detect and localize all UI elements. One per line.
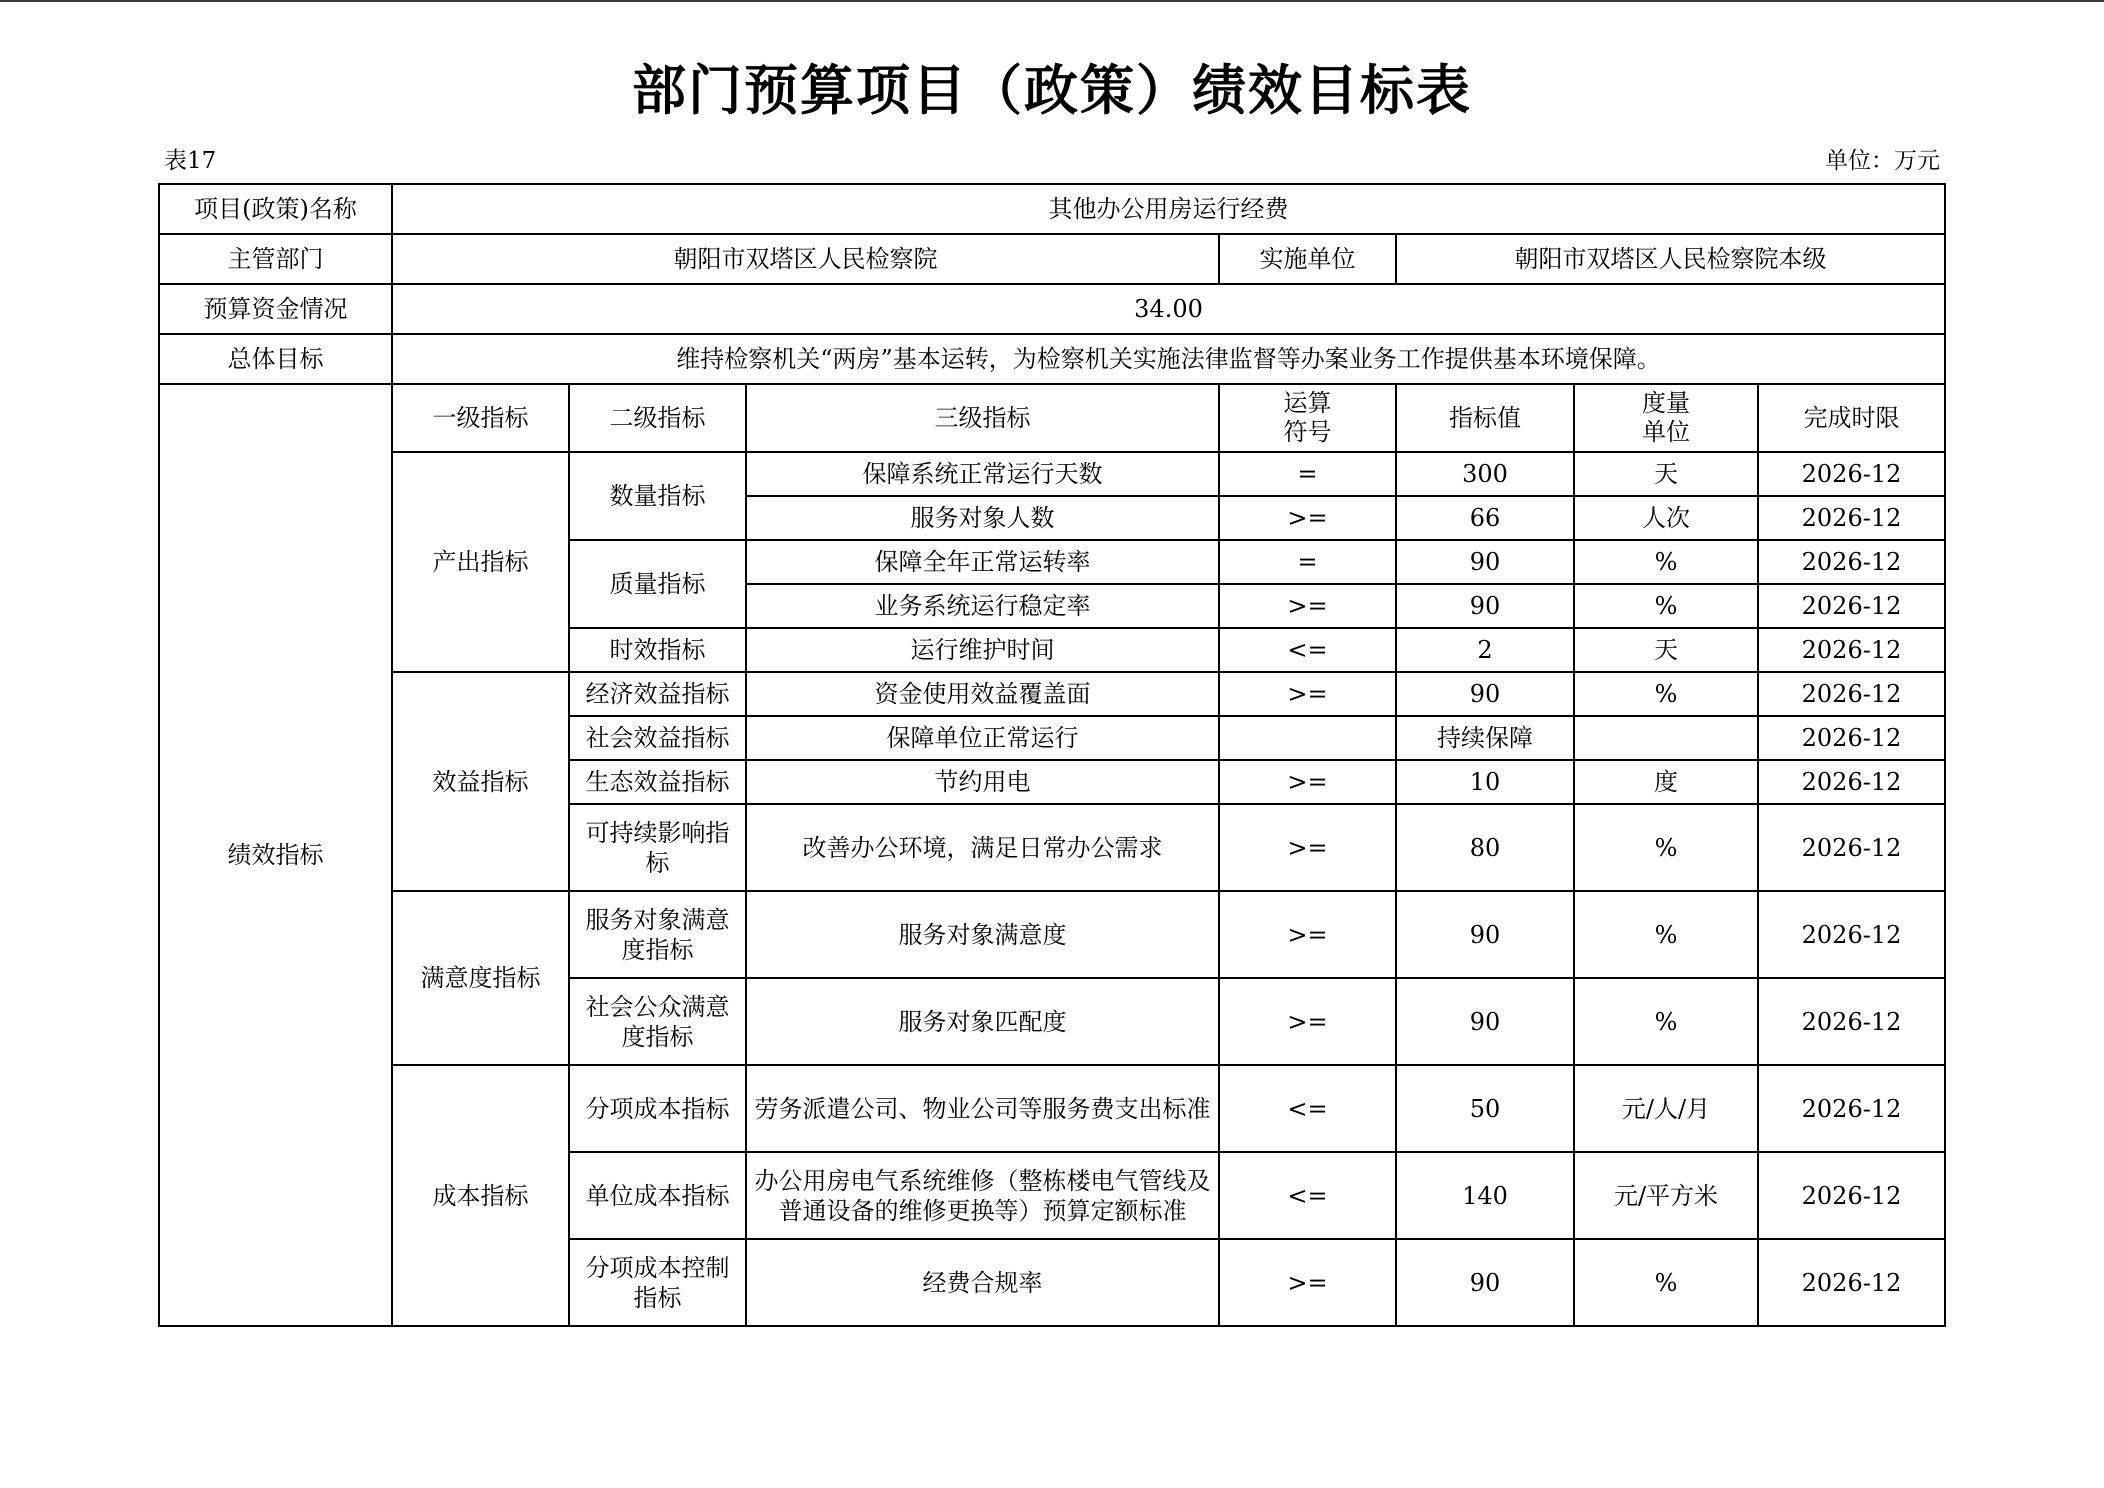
operator-cell: [1219, 716, 1396, 760]
measure-unit-cell: 度: [1574, 760, 1758, 804]
level3-indicator: 保障系统正常运行天数: [746, 452, 1219, 496]
level3-indicator: 保障全年正常运转率: [746, 540, 1219, 584]
performance-target-table: [158, 183, 1946, 1327]
operator-cell: >=: [1219, 978, 1396, 1065]
target-value-cell: 2: [1396, 628, 1574, 672]
target-value-cell: 持续保障: [1396, 716, 1574, 760]
deadline-cell: 2026-12: [1758, 716, 1945, 760]
operator-cell: >=: [1219, 584, 1396, 628]
target-value-cell: 90: [1396, 584, 1574, 628]
operator-cell: >=: [1219, 760, 1396, 804]
measure-unit-cell: 天: [1574, 452, 1758, 496]
measure-unit-cell: %: [1574, 804, 1758, 891]
target-value-cell: 90: [1396, 1239, 1574, 1326]
target-value-cell: 80: [1396, 804, 1574, 891]
deadline-cell: 2026-12: [1758, 1065, 1945, 1152]
level3-indicator: 经费合规率: [746, 1239, 1219, 1326]
operator-cell: =: [1219, 452, 1396, 496]
level3-indicator: 改善办公环境，满足日常办公需求: [746, 804, 1219, 891]
performance-indicators-label: 绩效指标: [159, 384, 392, 1326]
level2-indicator: 服务对象满意度指标: [569, 891, 746, 978]
row-department: [159, 234, 1945, 284]
level3-indicator: 业务系统运行稳定率: [746, 584, 1219, 628]
target-value-cell: 90: [1396, 891, 1574, 978]
header-operator: 运算 符号: [1219, 384, 1396, 452]
level3-indicator: 服务对象人数: [746, 496, 1219, 540]
target-value-cell: 90: [1396, 672, 1574, 716]
level1-indicator: 成本指标: [392, 1065, 569, 1326]
level3-indicator: 办公用房电气系统维修（整栋楼电气管线及普通设备的维修更换等）预算定额标准: [746, 1152, 1219, 1239]
implementer-value: 朝阳市双塔区人民检察院本级: [1396, 234, 1945, 284]
project-name-label: 项目(政策)名称: [159, 184, 392, 234]
level1-indicator: 产出指标: [392, 452, 569, 672]
header-value: 指标值: [1396, 384, 1574, 452]
measure-unit-cell: [1574, 716, 1758, 760]
row-overall-goal: [159, 334, 1945, 384]
header-unit: 度量 单位: [1574, 384, 1758, 452]
deadline-cell: 2026-12: [1758, 584, 1945, 628]
level3-indicator: 资金使用效益覆盖面: [746, 672, 1219, 716]
level2-indicator: 时效指标: [569, 628, 746, 672]
row-budget-fund: [159, 284, 1945, 334]
deadline-cell: 2026-12: [1758, 540, 1945, 584]
level1-indicator: 效益指标: [392, 672, 569, 891]
level2-indicator: 分项成本指标: [569, 1065, 746, 1152]
indicator-row: [159, 672, 1945, 716]
unit-label: 单位：万元: [1825, 148, 1940, 174]
deadline-cell: 2026-12: [1758, 452, 1945, 496]
level2-indicator: 生态效益指标: [569, 760, 746, 804]
operator-cell: >=: [1219, 804, 1396, 891]
level2-indicator: 分项成本控制指标: [569, 1239, 746, 1326]
overall-goal-label: 总体目标: [159, 334, 392, 384]
level3-indicator: 运行维护时间: [746, 628, 1219, 672]
operator-cell: <=: [1219, 628, 1396, 672]
operator-cell: >=: [1219, 891, 1396, 978]
operator-cell: >=: [1219, 672, 1396, 716]
target-value-cell: 90: [1396, 540, 1574, 584]
operator-cell: =: [1219, 540, 1396, 584]
deadline-cell: 2026-12: [1758, 760, 1945, 804]
measure-unit-cell: 人次: [1574, 496, 1758, 540]
measure-unit-cell: %: [1574, 584, 1758, 628]
operator-cell: <=: [1219, 1152, 1396, 1239]
deadline-cell: 2026-12: [1758, 672, 1945, 716]
department-value: 朝阳市双塔区人民检察院: [392, 234, 1219, 284]
target-value-cell: 10: [1396, 760, 1574, 804]
target-value-cell: 300: [1396, 452, 1574, 496]
level2-indicator: 社会效益指标: [569, 716, 746, 760]
table-number: 表17: [164, 148, 217, 174]
row-indicator-headers: [159, 384, 1945, 452]
overall-goal-value: 维持检察机关“两房”基本运转，为检察机关实施法律监督等办案业务工作提供基本环境保障。: [392, 334, 1945, 384]
deadline-cell: 2026-12: [1758, 804, 1945, 891]
level2-indicator: 单位成本指标: [569, 1152, 746, 1239]
target-value-cell: 90: [1396, 978, 1574, 1065]
level3-indicator: 劳务派遣公司、物业公司等服务费支出标准: [746, 1065, 1219, 1152]
operator-cell: >=: [1219, 1239, 1396, 1326]
header-level1: 一级指标: [392, 384, 569, 452]
header-level3: 三级指标: [746, 384, 1219, 452]
deadline-cell: 2026-12: [1758, 496, 1945, 540]
target-value-cell: 66: [1396, 496, 1574, 540]
target-value-cell: 140: [1396, 1152, 1574, 1239]
level2-indicator: 社会公众满意度指标: [569, 978, 746, 1065]
department-label: 主管部门: [159, 234, 392, 284]
level2-indicator: 质量指标: [569, 540, 746, 628]
measure-unit-cell: 元/人/月: [1574, 1065, 1758, 1152]
measure-unit-cell: %: [1574, 540, 1758, 584]
indicator-row: [159, 891, 1945, 978]
level3-indicator: 服务对象匹配度: [746, 978, 1219, 1065]
page-top-border: [0, 0, 2104, 2]
operator-cell: >=: [1219, 496, 1396, 540]
project-name-value: 其他办公用房运行经费: [392, 184, 1945, 234]
budget-fund-label: 预算资金情况: [159, 284, 392, 334]
measure-unit-cell: %: [1574, 978, 1758, 1065]
target-value-cell: 50: [1396, 1065, 1574, 1152]
deadline-cell: 2026-12: [1758, 891, 1945, 978]
measure-unit-cell: %: [1574, 672, 1758, 716]
level3-indicator: 服务对象满意度: [746, 891, 1219, 978]
measure-unit-cell: 天: [1574, 628, 1758, 672]
indicator-row: [159, 1065, 1945, 1152]
implementer-label: 实施单位: [1219, 234, 1396, 284]
level2-indicator: 经济效益指标: [569, 672, 746, 716]
level1-indicator: 满意度指标: [392, 891, 569, 1065]
header-level2: 二级指标: [569, 384, 746, 452]
level2-indicator: 可持续影响指标: [569, 804, 746, 891]
budget-fund-value: 34.00: [392, 284, 1945, 334]
page-title: 部门预算项目（政策）绩效目标表: [632, 59, 1472, 122]
row-project-name: [159, 184, 1945, 234]
deadline-cell: 2026-12: [1758, 978, 1945, 1065]
header-deadline: 完成时限: [1758, 384, 1945, 452]
operator-cell: <=: [1219, 1065, 1396, 1152]
indicator-row: [159, 452, 1945, 496]
deadline-cell: 2026-12: [1758, 628, 1945, 672]
deadline-cell: 2026-12: [1758, 1239, 1945, 1326]
measure-unit-cell: %: [1574, 891, 1758, 978]
measure-unit-cell: %: [1574, 1239, 1758, 1326]
deadline-cell: 2026-12: [1758, 1152, 1945, 1239]
level3-indicator: 保障单位正常运行: [746, 716, 1219, 760]
measure-unit-cell: 元/平方米: [1574, 1152, 1758, 1239]
level3-indicator: 节约用电: [746, 760, 1219, 804]
level2-indicator: 数量指标: [569, 452, 746, 540]
